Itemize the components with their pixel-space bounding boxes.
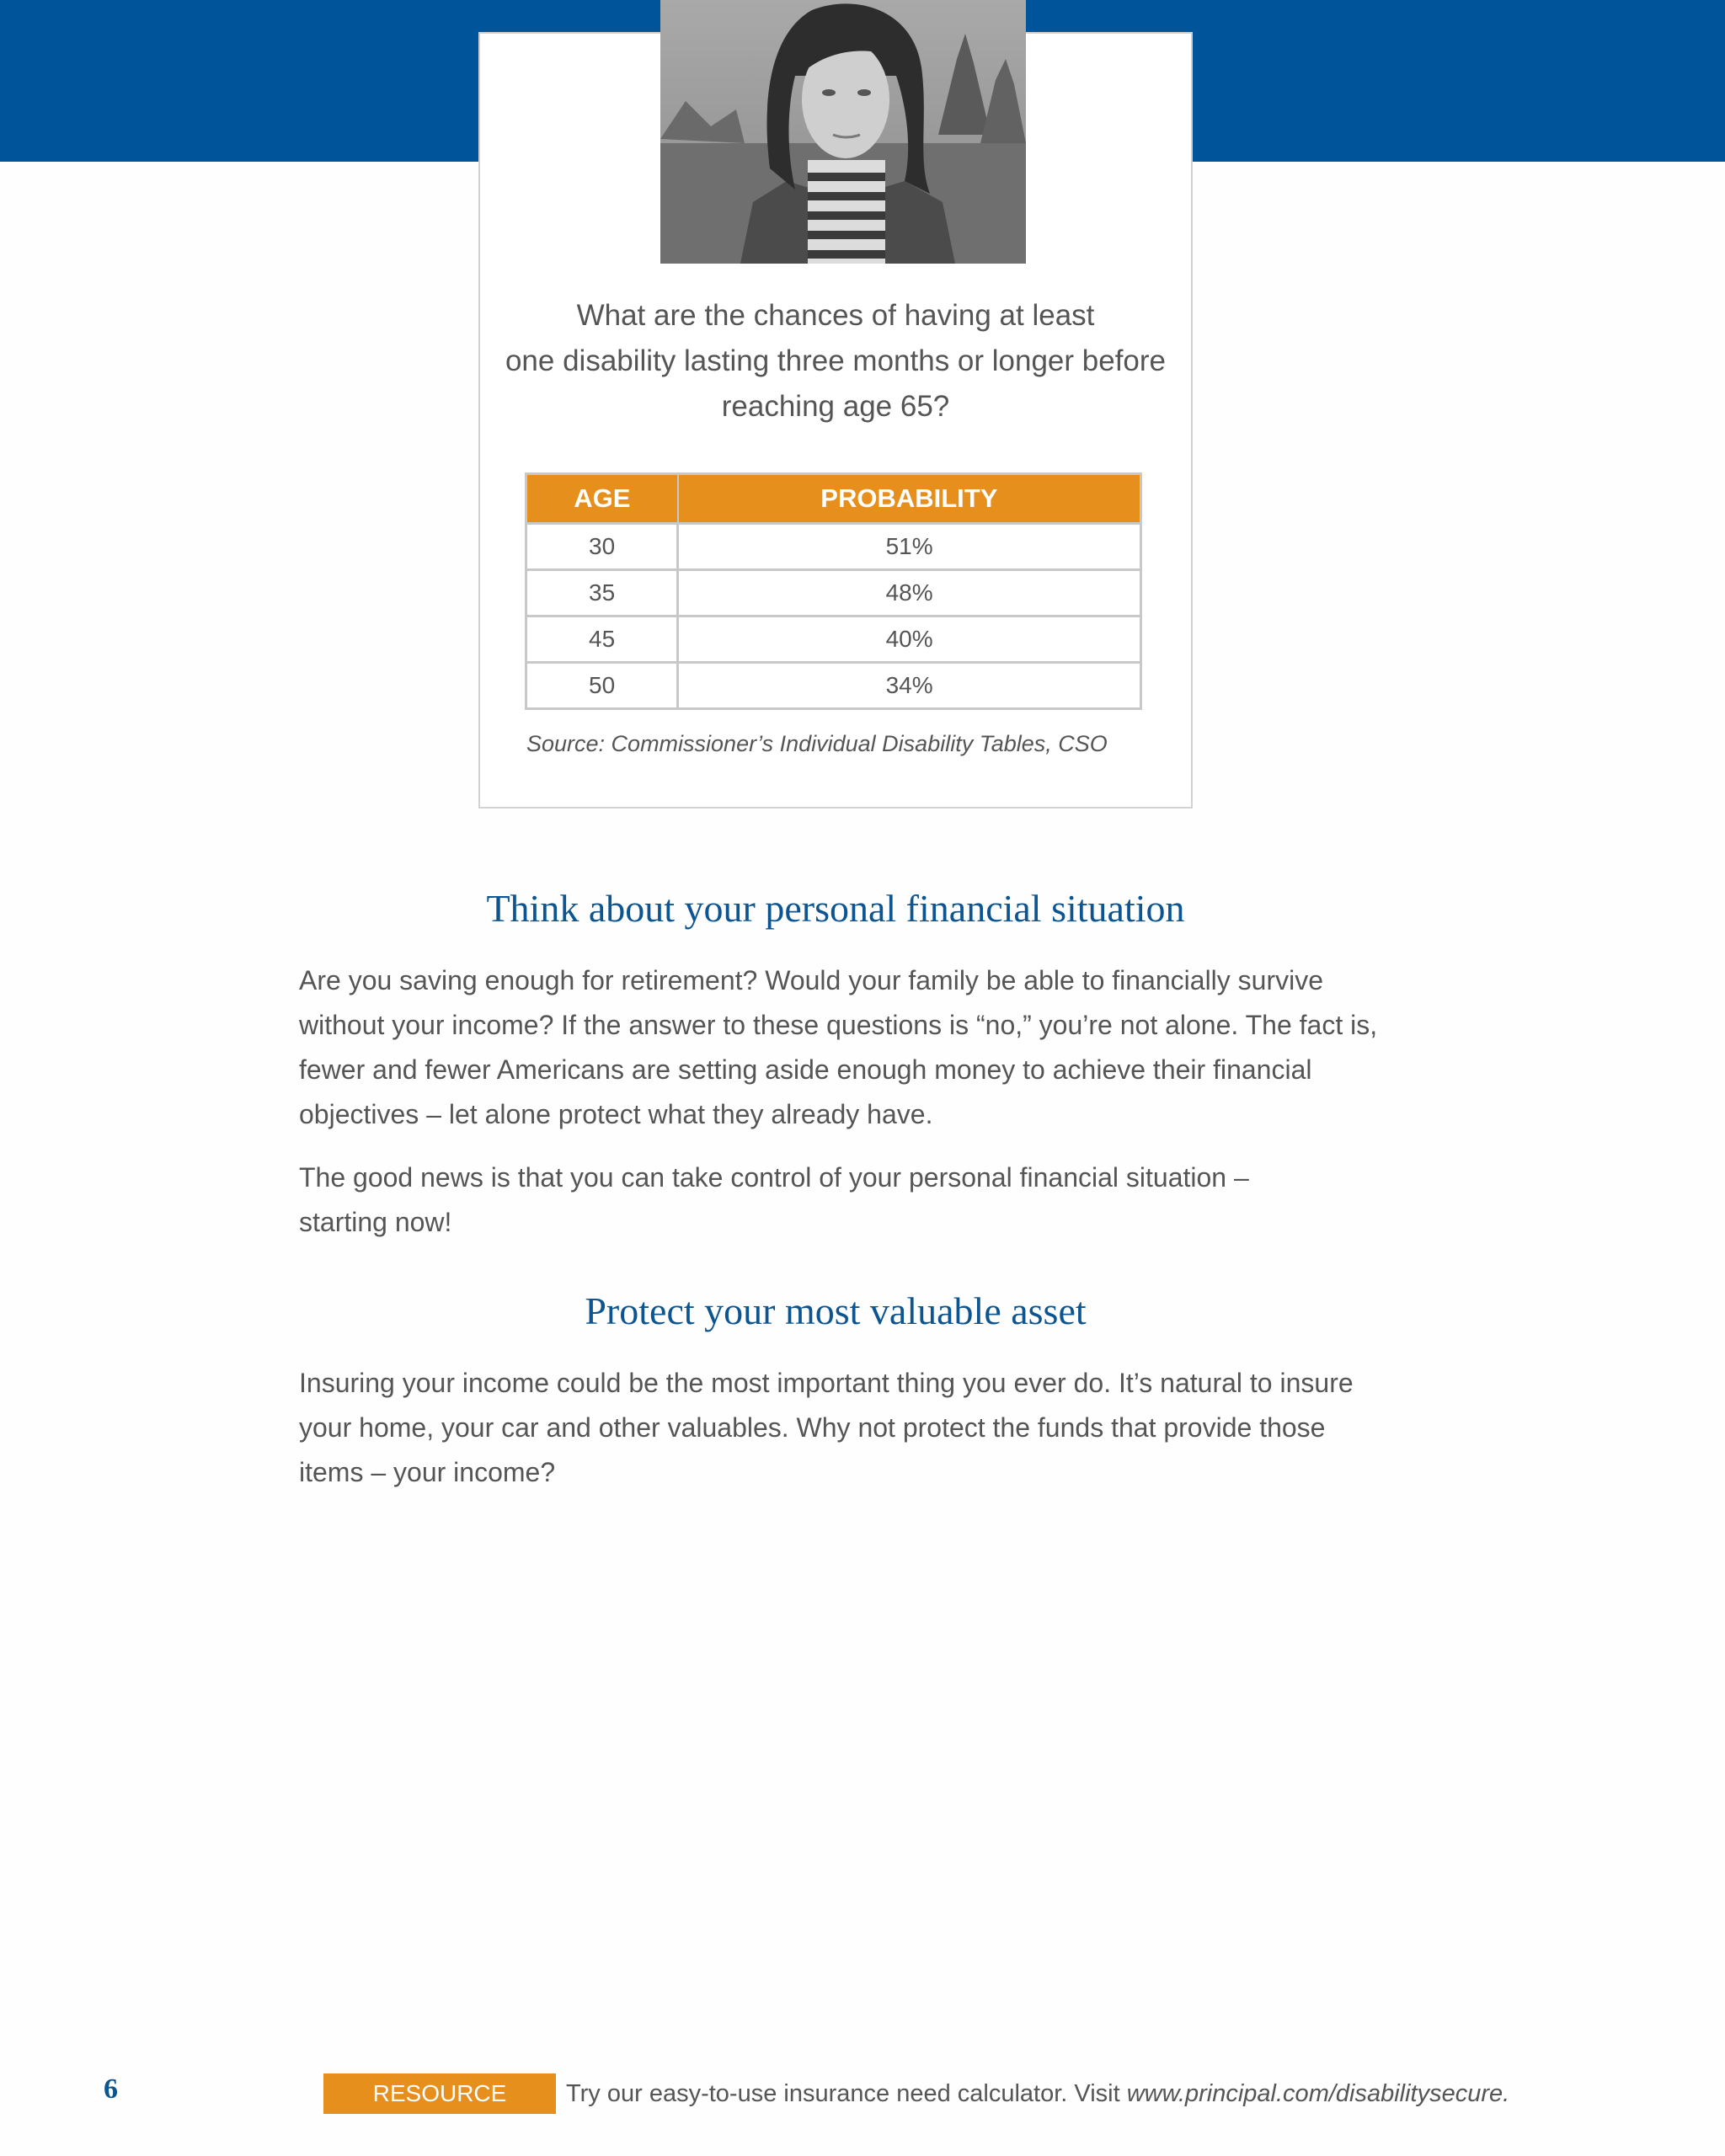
body-paragraph — [299, 1361, 1394, 1495]
column-header-probability: PROBABILITY — [678, 474, 1141, 524]
age-cell: 35 — [526, 570, 678, 616]
body-paragraph — [299, 958, 1394, 1137]
age-cell: 30 — [526, 524, 678, 570]
probability-cell: 51% — [678, 524, 1141, 570]
age-cell: 50 — [526, 663, 678, 709]
paragraph-line: The good news is that you can take control of your personal financial situation – — [299, 1162, 1249, 1193]
resource-note — [566, 2080, 1509, 2108]
column-header-age: AGE — [526, 474, 678, 524]
disability-question — [478, 293, 1193, 430]
probability-table — [525, 472, 1142, 710]
table-header-row — [526, 474, 1141, 524]
paragraph-line: your home, your car and other valuables. Why not protect the funds that provide those — [299, 1412, 1326, 1443]
paragraph-line: without your income? If the answer to these questions is “no,” you’re not alone. The fact is, — [299, 1010, 1378, 1040]
section-heading-financial-situation: Think about your personal financial situation — [486, 887, 1185, 930]
table-row — [526, 663, 1141, 709]
section-heading-valuable-asset: Protect your most valuable asset — [585, 1289, 1087, 1332]
probability-cell: 34% — [678, 663, 1141, 709]
resource-badge: RESOURCE — [323, 2073, 556, 2114]
table-row — [526, 524, 1141, 570]
paragraph-line: objectives – let alone protect what they already have. — [299, 1099, 933, 1129]
probability-cell: 48% — [678, 570, 1141, 616]
resource-note-text: Try our easy-to-use insurance need calculator. Visit — [566, 2080, 1127, 2107]
portrait-photo — [660, 0, 1026, 264]
paragraph-line: fewer and fewer Americans are setting aside enough money to achieve their financial — [299, 1054, 1312, 1085]
table-row — [526, 616, 1141, 663]
paragraph-line: Are you saving enough for retirement? Would your family be able to financially survive — [299, 965, 1324, 995]
paragraph-line: starting now! — [299, 1207, 452, 1237]
body-paragraph — [299, 1155, 1394, 1245]
question-line: reaching age 65? — [721, 390, 950, 423]
paragraph-line: Insuring your income could be the most important thing you ever do. It’s natural to insure — [299, 1368, 1354, 1398]
source-citation: Source: Commissioner’s Individual Disability Tables, CSO — [526, 731, 1108, 756]
page-number: 6 — [104, 2073, 118, 2105]
age-cell: 45 — [526, 616, 678, 663]
paragraph-line: items – your income? — [299, 1457, 556, 1487]
calculator-link[interactable]: www.principal.com/disabilitysecure. — [1126, 2080, 1510, 2107]
table-row — [526, 570, 1141, 616]
question-line: one disability lasting three months or longer before — [505, 344, 1167, 377]
question-line: What are the chances of having at least — [576, 299, 1095, 332]
probability-cell: 40% — [678, 616, 1141, 663]
